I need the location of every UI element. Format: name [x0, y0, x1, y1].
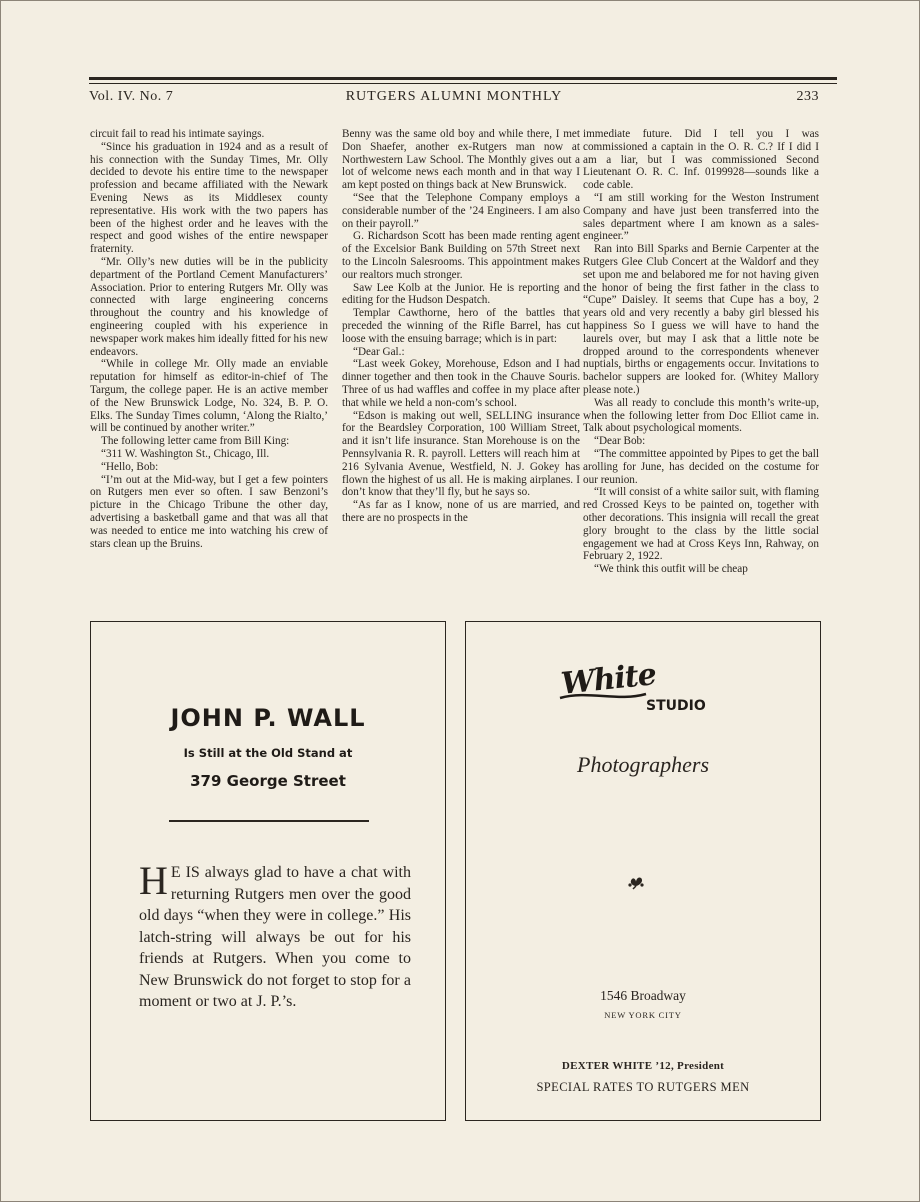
paragraph: “Since his graduation in 1924 and as a result of his connection with the Sunday Times, Mr. Olly decided to devote his entire time to the newspaper profession and became affiliated with the Newark Evening News as its Middlesex county representative. His work with the two papers has been of the highest order and he leaves with the respect and good wishes of the entire newspaper fraternity. — [90, 140, 328, 256]
advertisement-text: E IS always glad to have a chat with returning Rutgers men over the good old days “when they were in college.” His latch-string will always be out for his friends at Rutgers. When you come to New Brunswick do not forget to stop for a moment or two at J. P.’s. — [139, 864, 411, 1010]
paragraph: Ran into Bill Sparks and Bernie Carpenter at the Rutgers Glee Club Concert at the Waldorf and they set upon me and belabored me for not having given the honor of being the first father in the class to “Cupe” Daisley. It seems that Cupe has a boy, 2 years old and very recently a baby girl blessed his happiness So I guess we will have to hand the laurels over, but may I ask that a little note be dropped around to the correspondents whenever nuptials, births or engagements occur. Invitations to bachelor suppers are looked for. (Whitey Mallory please note.) — [583, 243, 819, 396]
paragraph: “Mr. Olly’s new duties will be in the publicity department of the Portland Cement Manufacturers’ Association. Prior to entering Rutgers Mr. Olly was connected with large engineering concerns throughout the country and his knowledge of engineering coupled with his experience in newspaper work makes him ideally fitted for his new endeavors. — [90, 255, 328, 358]
paragraph: “We think this outfit will be cheap — [594, 563, 748, 576]
advertisement-body — [139, 858, 411, 1013]
running-head — [89, 89, 819, 109]
paragraph: “311 W. Washington St., Chicago, Ill. — [101, 447, 270, 460]
logo-swash-icon — [558, 688, 648, 702]
paragraph: “While in college Mr. Olly made an enviable reputation for himself as editor-in-chief of The Targum, the college paper. He is an active member of the New Brunswick Lodge, No. 324, B. P. O. Elks. The Sunday Times column, ‘Along the Rialto,’ will be continued by another writer.” — [90, 358, 328, 435]
drop-cap: H — [139, 858, 168, 903]
header-rule-thin — [89, 83, 837, 84]
advertiser-subtitle: Is Still at the Old Stand at — [183, 746, 353, 760]
paragraph: “The committee appointed by Pipes to get the ball arolling for June, has decided on the costume for our reunion. — [583, 447, 819, 486]
paragraph: Benny was the same old boy and while there, I met Don Shaefer, another ex-Rutgers man now at Northwestern Law School. The Monthly gives out a lot of welcome news each month and in that way I am kept posted on things back at New Brunswick. — [342, 128, 580, 192]
paragraph: “I am still working for the Weston Instrument Company and have just been transferred into the sales department where I am known as a sales-engineer.” — [583, 191, 819, 243]
paragraph: “See that the Telephone Company employs a considerable number of the ’24 Engineers. I am also on their payroll.” — [342, 191, 580, 230]
advertiser-address: 379 George Street — [190, 772, 346, 790]
paragraph: “It will consist of a white sailor suit, with flaming red Crossed Keys to be painted on, together with other decorations. This insignia will recall the great glory brought to the class by the little social engagement we had at Cross Keys Inn, Rahway, on February 2, 1922. — [583, 486, 819, 563]
advertisement-john-p-wall — [90, 621, 446, 1121]
page-number: 233 — [796, 89, 819, 104]
paragraph: G. Richardson Scott has been made renting agent of the Excelsior Bank Building on 57th Street next to the Lincoln Salesrooms. This appointment makes our realtors much stronger. — [342, 230, 580, 281]
paragraph: “Dear Gal.: — [353, 345, 405, 358]
paragraph: immediate future. Did I tell you I was commissioned a captain in the O. R. C.? If I did I am a liar, but I was commissioned Second Lieutenant O. R. C. Inf. 0199928—sounds like a code cable. — [583, 128, 819, 192]
paragraph: circuit fail to read his intimate sayings. — [90, 128, 265, 140]
white-studio-logo-script: White — [559, 657, 658, 702]
paragraph: “As far as I know, none of us are married, and there are no prospects in the — [342, 499, 580, 524]
studio-address: 1546 Broadway — [600, 988, 686, 1003]
studio-tagline: Photographers — [577, 752, 709, 777]
paragraph: “Dear Bob: — [594, 435, 646, 448]
text-column-2 — [342, 128, 580, 603]
paragraph: “Hello, Bob: — [101, 460, 159, 473]
studio-city: NEW YORK CITY — [604, 1010, 682, 1020]
ad-divider — [169, 820, 369, 822]
advertisement-white-studio — [465, 621, 821, 1121]
paragraph: “I’m out at the Mid-way, but I get a few pointers on Rutgers men ever so often. I saw Benzoni’s picture in the Chicago Tribune the other day, advertising a basketball game and that was all that was needed to entice me into watching his crew of stars clean up the Bruins. — [90, 473, 328, 550]
studio-president: DEXTER WHITE ’12, President — [561, 1060, 725, 1072]
header-rule-thick — [89, 77, 837, 80]
studio-special-rates: SPECIAL RATES TO RUTGERS MEN — [536, 1080, 750, 1094]
text-column-1 — [90, 128, 328, 603]
paragraph: Templar Cawthorne, hero of the battles that preceded the winning of the Rifle Barrel, has cut loose with the ensuing barrage; which is in part: — [342, 307, 580, 345]
paragraph: “Last week Gokey, Morehouse, Edson and I had dinner together and then took in the Chauve Souris. Three of us had waffles and coffee in my place after that while we held a non-com’s school. — [342, 358, 580, 409]
paragraph: Was all ready to conclude this month’s write-up, when the following letter from Doc Elliot came in. Talk about psychological moments. — [583, 396, 819, 435]
white-studio-logo-word: STUDIO — [646, 698, 706, 714]
volume-number: Vol. IV. No. 7 — [89, 89, 174, 104]
paragraph: The following letter came from Bill King: — [101, 435, 290, 448]
paragraph: Saw Lee Kolb at the Junior. He is reporting and editing for the Hudson Despatch. — [342, 281, 580, 307]
advertiser-name: JOHN P. WALL — [170, 704, 366, 732]
paragraph: “Edson is making out well, SELLING insurance for the Beardsley Corporation, 100 William Street, and it isn’t life insurance. Stan Morehouse is on the Pennsylvania R. R. payroll. Letters will reach him at 216 Sylvania Avenue, Westfield, N. J. Gokey has flown the highest of us all. He is making airplanes. I don’t know that they’ll fly, but he says so. — [342, 409, 580, 499]
text-column-3 — [583, 128, 819, 603]
publication-title: RUTGERS ALUMNI MONTHLY — [345, 89, 563, 104]
leaf-ornament-icon — [626, 872, 646, 890]
